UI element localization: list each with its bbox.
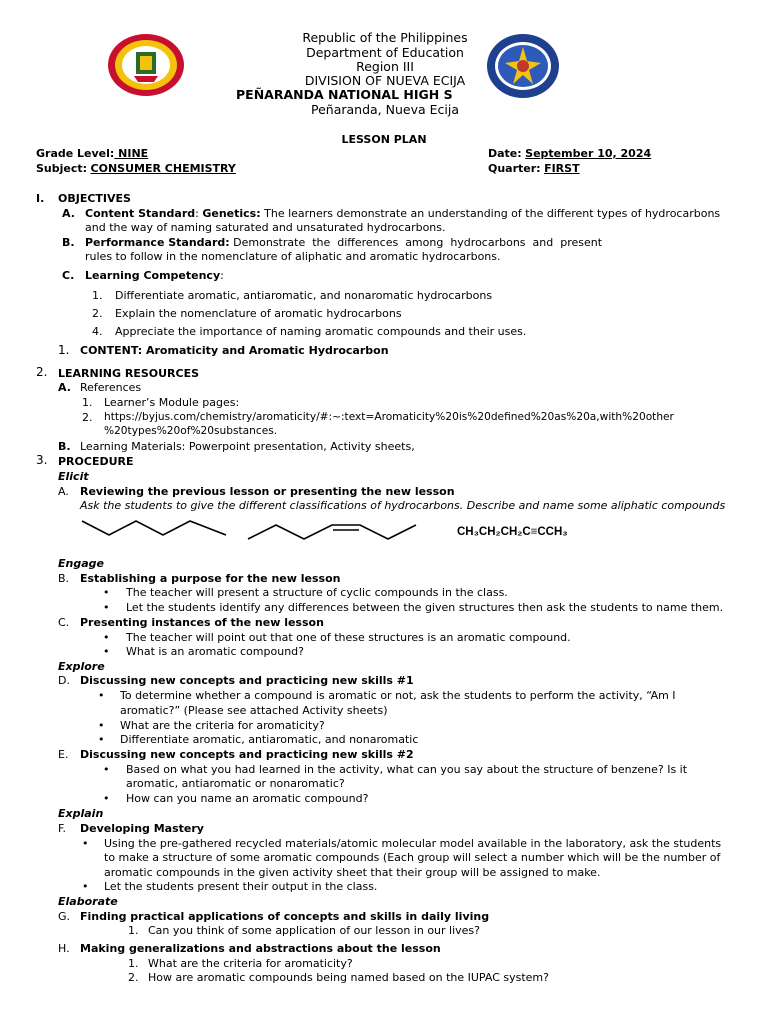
bullet-icon [98,719,105,732]
procedure-h-item: What are the criteria for aromaticity? [148,957,353,970]
grade-level [36,147,148,160]
content-standard [85,207,720,220]
bullet-icon [98,733,105,746]
procedure-h-mark: H. [58,942,70,955]
header-region: Region III [356,59,414,74]
procedure-h-item-number: 2. [128,971,139,984]
procedure-d-mark: D. [58,674,70,687]
procedure-a-mark: A. [58,485,69,498]
bullet-icon [103,763,110,776]
procedure-g-mark: G. [58,910,71,923]
elaborate-label: Elaborate [58,895,118,908]
procedure-a-text: Ask the students to give the different classifications of hydrocarbons. Describe and name some aliphatic compounds [80,499,726,512]
content-standard-text: The learners demonstrate an understanding of the different types of hydrocarbons [260,207,721,220]
hexane-skeletal-structure [80,515,230,539]
alkene-skeletal-structure [246,515,420,545]
content-standard-label: Content Standard [85,207,196,220]
bullet-icon [103,792,110,805]
school-seal-icon [106,32,186,98]
procedure-e-mark: E. [58,748,69,761]
procedure-d-item: To determine whether a compound is aromatic or not, ask the students to perform the activity, “Am I [120,689,676,702]
alkyne-formula: CH₃CH₂CH₂C≡CCH₃ [457,526,568,538]
header-school-name: PEÑARANDA NATIONAL HIGH S [236,87,453,102]
bullet-icon [103,631,110,644]
learning-competency-colon: : [220,269,224,282]
quarter-value: FIRST [544,162,580,175]
reference-link[interactable]: https://byjus.com/chemistry/aromaticity/#:~:text=Aromaticity%20is%20defined%20as%20a,with%20other [104,411,674,423]
genetics-label: Genetics: [202,207,261,220]
procedure-f-mark: F. [58,822,67,835]
quarter [488,162,580,175]
learning-competency [85,269,224,282]
resources-b-mark: B. [58,440,71,453]
performance-standard [85,236,602,249]
performance-standard-text: Demonstrate the differences among hydrocarbons and present [229,236,603,249]
procedure-f-item-continued: to make a structure of some aromatic compounds (Each group will select a number which will be the number of [104,851,721,864]
header-address: Peñaranda, Nueva Ecija [311,102,459,117]
header-republic: Republic of the Philippines [302,30,468,45]
resources-heading: LEARNING RESOURCES [58,367,200,380]
procedure-e-item: How can you name an aromatic compound? [126,792,369,805]
quarter-label: Quarter: [488,162,541,175]
competency-item: Differentiate aromatic, antiaromatic, and nonaromatic hydrocarbons [115,289,493,302]
bullet-icon [98,689,105,702]
subject-value: CONSUMER CHEMISTRY [90,162,236,175]
learning-competency-label: Learning Competency [85,269,221,282]
reference-number: 2. [82,411,93,424]
objectives-number: I. [36,192,45,205]
objective-a-mark: A. [62,207,75,220]
procedure-d-title: Discussing new concepts and practicing new skills #1 [80,674,414,687]
bullet-icon [103,586,110,599]
content-number: 1. [58,343,70,357]
date-value: September 10, 2024 [525,147,652,160]
procedure-g-title: Finding practical applications of concepts and skills in daily living [80,910,490,923]
procedure-number: 3. [36,453,48,467]
grade-level-label: Grade Level: [36,147,115,160]
reference-link-continued[interactable]: %20types%20of%20substances. [104,425,278,437]
resources-number: 2. [36,365,48,379]
competency-item: Appreciate the importance of naming aromatic compounds and their uses. [115,325,527,338]
procedure-b-mark: B. [58,572,70,585]
content-heading: CONTENT: Aromaticity and Aromatic Hydrocarbon [80,344,389,357]
procedure-b-item: Let the students identify any differences between the given structures then ask the students to name them. [126,601,724,614]
bullet-icon [103,645,110,658]
procedure-h-title: Making generalizations and abstractions about the lesson [80,942,441,955]
procedure-g-item: Can you think of some application of our lesson in our lives? [148,924,480,937]
explore-label: Explore [58,660,105,673]
explain-label: Explain [58,807,104,820]
date-label: Date: [488,147,522,160]
procedure-a-title: Reviewing the previous lesson or presenting the new lesson [80,485,455,498]
header-division: DIVISION OF NUEVA ECIJA [304,73,466,88]
procedure-f-item: Using the pre-gathered recycled materials/atomic molecular model available in the laboratory, ask the students [104,837,722,850]
references-label: References [80,381,142,394]
doc-title: LESSON PLAN [341,133,427,146]
objective-b-mark: B. [62,236,75,249]
performance-standard-label: Performance Standard: [85,236,230,249]
competency-number: 1. [92,289,103,302]
content-standard-colon: : [195,207,203,220]
objective-c-mark: C. [62,269,75,282]
procedure-b-item: The teacher will present a structure of cyclic compounds in the class. [126,586,508,599]
competency-item: Explain the nomenclature of aromatic hydrocarbons [115,307,402,320]
procedure-d-item-continued: aromatic?” (Please see attached Activity sheets) [120,704,388,717]
learning-materials: Learning Materials: Powerpoint presentation, Activity sheets, [80,440,415,453]
elicit-label: Elicit [58,470,89,483]
procedure-e-item-continued: aromatic, antiaromatic or nonaromatic? [126,777,345,790]
header-department: Department of Education [306,45,464,60]
competency-number: 4. [92,325,103,338]
procedure-c-item: The teacher will point out that one of these structures is an aromatic compound. [126,631,571,644]
procedure-f-item-continued: aromatic compounds in the given activity sheet that their group will be assigned to make. [104,866,601,879]
bullet-icon [82,880,89,893]
procedure-c-mark: C. [58,616,70,629]
resources-a-mark: A. [58,381,71,394]
bullet-icon [103,601,110,614]
reference-item: Learner’s Module pages: [104,396,240,409]
procedure-e-item: Based on what you had learned in the activity, what can you say about the structure of benzene? Is it [126,763,688,776]
subject-label: Subject: [36,162,88,175]
procedure-e-title: Discussing new concepts and practicing new skills #2 [80,748,414,761]
objectives-heading: OBJECTIVES [58,192,131,205]
procedure-h-item: How are aromatic compounds being named based on the IUPAC system? [148,971,549,984]
procedure-c-title: Presenting instances of the new lesson [80,616,324,629]
competency-number: 2. [92,307,103,320]
procedure-d-item: Differentiate aromatic, antiaromatic, and nonaromatic [120,733,419,746]
procedure-b-title: Establishing a purpose for the new lesson [80,572,341,585]
subject [36,162,236,175]
procedure-d-item: What are the criteria for aromaticity? [120,719,325,732]
grade-level-value: NINE [114,147,149,160]
procedure-g-item-number: 1. [128,924,139,937]
date [488,147,651,160]
content-standard-text-2: and the way of naming saturated and unsaturated hydrocarbons. [85,221,446,234]
procedure-f-title: Developing Mastery [80,822,204,835]
procedure-c-item: What is an aromatic compound? [126,645,304,658]
engage-label: Engage [58,557,104,570]
reference-number: 1. [82,396,93,409]
performance-standard-text-2: rules to follow in the nomenclature of aliphatic and aromatic hydrocarbons. [85,250,501,263]
bullet-icon [82,837,89,850]
procedure-f-item: Let the students present their output in the class. [104,880,378,893]
procedure-h-item-number: 1. [128,957,139,970]
procedure-heading: PROCEDURE [58,455,134,468]
